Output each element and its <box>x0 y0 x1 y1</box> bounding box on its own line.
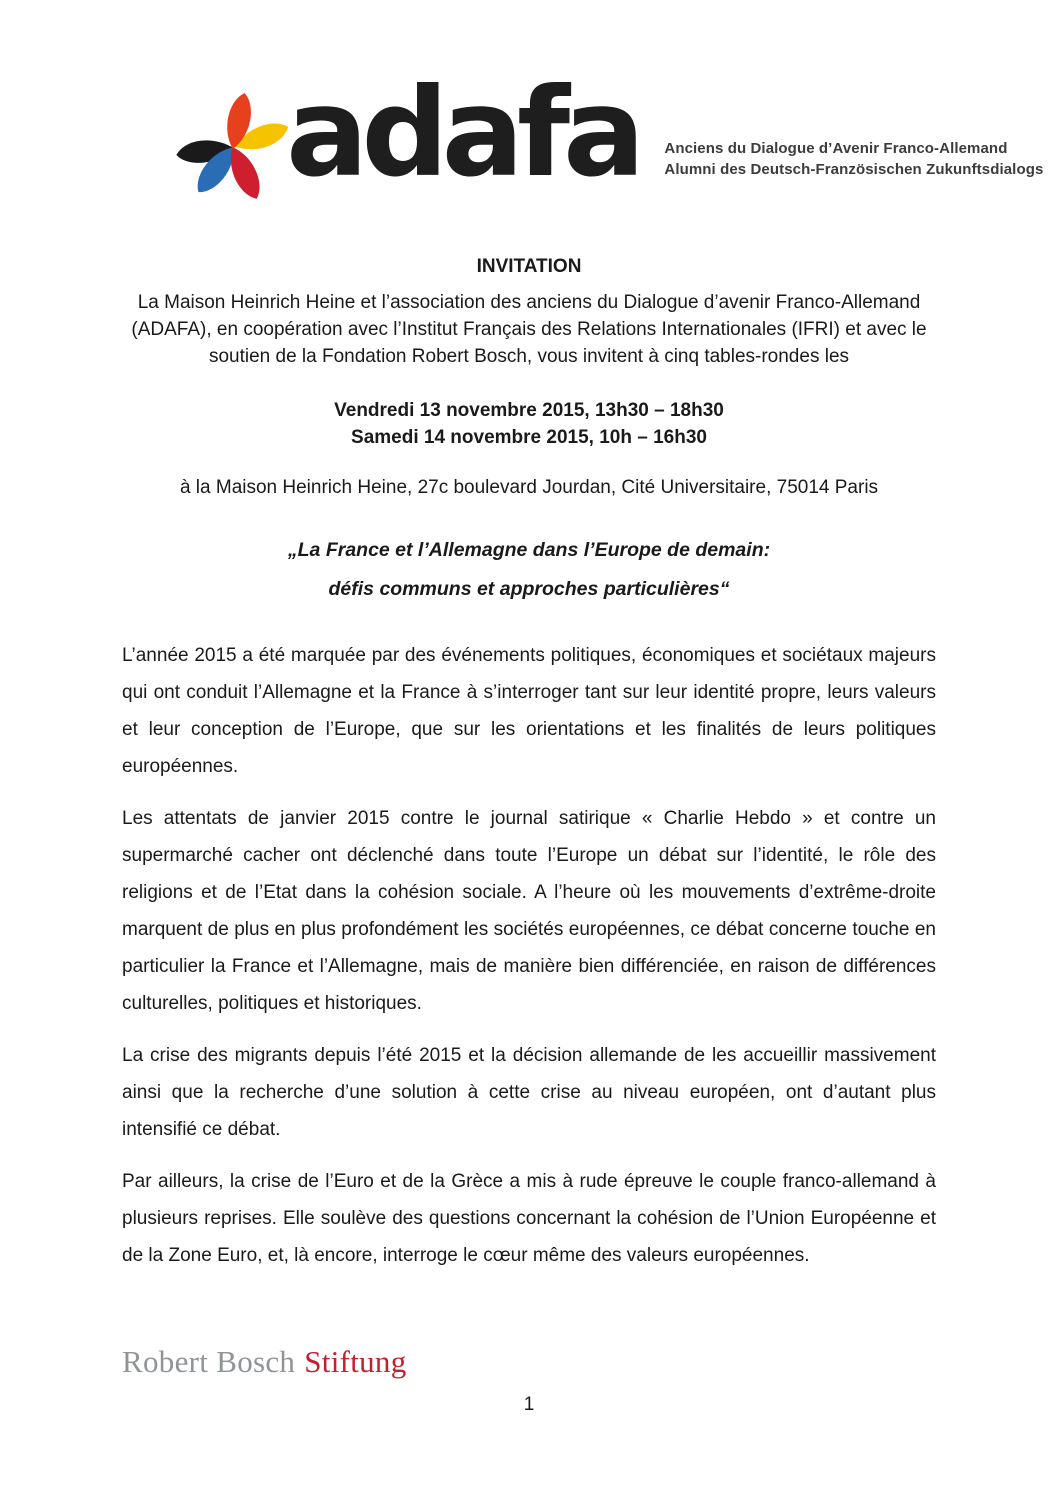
bosch-logo-stiftung: Stiftung <box>304 1344 407 1379</box>
event-subject-line2: défis communs et approches particulières“ <box>328 578 730 600</box>
event-dates <box>122 397 936 452</box>
event-date-line1: Vendredi 13 novembre 2015, 13h30 – 18h30 <box>334 399 724 421</box>
event-subject <box>122 531 936 609</box>
invitation-title: INVITATION <box>476 256 582 277</box>
adafa-wordmark: adafa <box>286 62 639 204</box>
body-text <box>122 637 936 1274</box>
adafa-tagline-line1: Anciens du Dialogue d’Avenir Franco-Allemand <box>664 140 1008 157</box>
event-subject-line1: „La France et l’Allemagne dans l’Europe de demain: <box>287 539 771 561</box>
body-paragraph: Par ailleurs, la crise de l’Euro et de la Grèce a mis à rude épreuve le couple franco-allemand à plusieurs reprises. Elle soulève des questions concernant la cohésion de l’Union Européenne et de la Zone Euro, et, là encore, interroge le cœur même des valeurs européennes. <box>122 1171 936 1266</box>
adafa-logo <box>174 62 1044 218</box>
body-paragraph: L’année 2015 a été marquée par des événements politiques, économiques et sociétaux majeurs qui ont conduit l’Allemagne et la France à s’interroger tant sur leur identité propre, leurs valeurs et leur conception de l’Europe, que sur les orientations et les finalités de leurs politiques européennes. <box>122 645 936 777</box>
adafa-tagline <box>664 138 1043 180</box>
body-paragraph: La crise des migrants depuis l’été 2015 et la décision allemande de les accueillir massivement ainsi que la recherche d’une solution à cette crise au niveau européen, ont d’autant plus intensifié ce débat. <box>122 1045 936 1140</box>
page-number: 1 <box>523 1394 535 1415</box>
bosch-logo-name: Robert Bosch <box>122 1344 296 1379</box>
adafa-tagline-line2: Alumni des Deutsch-Französischen Zukunftsdialogs <box>664 161 1044 178</box>
adafa-flower-icon <box>174 86 292 210</box>
body-paragraph: Les attentats de janvier 2015 contre le journal satirique « Charlie Hebdo » et contre un supermarché cacher ont déclenché dans toute l’Europe un débat sur l’identité, le rôle des religions et de l’Etat dans la cohésion sociale. A l’heure où les mouvements d’extrême-droite marquent de plus en plus profondément les sociétés européennes, ce débat concerne touche en particulier la France et l’Allemagne, mais de manière bien différenciée, en raison de différences culturelles, politiques et historiques. <box>122 808 936 1014</box>
robert-bosch-stiftung-logo <box>122 1344 407 1380</box>
event-venue: à la Maison Heinrich Heine, 27c boulevard Jourdan, Cité Universitaire, 75014 Paris <box>179 477 879 498</box>
event-date-line2: Samedi 14 novembre 2015, 10h – 16h30 <box>351 427 707 449</box>
intro-paragraph: La Maison Heinrich Heine et l’association des anciens du Dialogue d’avenir Franco-Allemand (ADAFA), en coopération avec l’Institut Français des Relations Internationales (IFRI) et avec le soutien de la Fondation Robert Bosch, vous invitent à cinq tables-rondes les <box>131 292 927 367</box>
